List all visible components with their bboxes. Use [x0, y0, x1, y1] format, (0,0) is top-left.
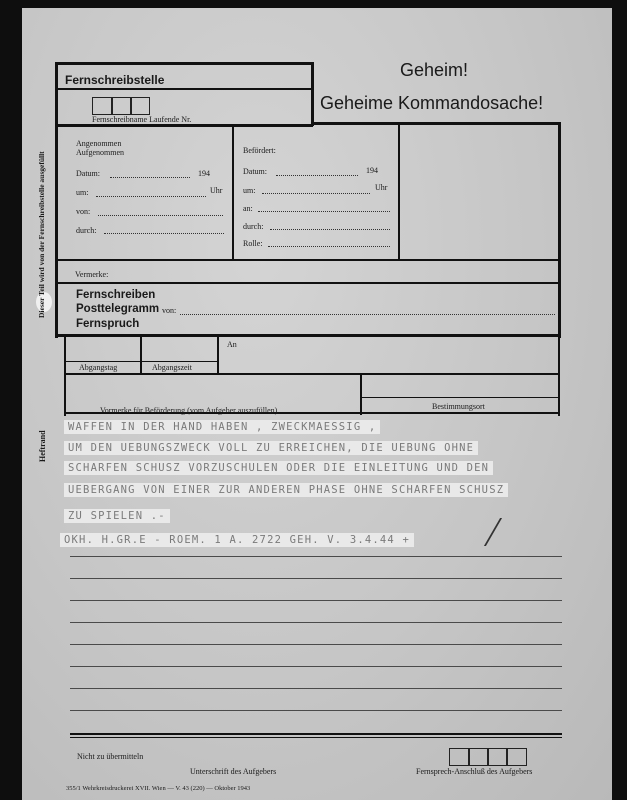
destination-label: Bestimmungsort	[432, 402, 485, 411]
tape-line-4: UEBERGANG VON EINER ZUR ANDEREN PHASE OHNE SCHARFEN SCHUSZ	[64, 483, 508, 497]
to-label: An	[227, 340, 237, 349]
departure-time-label: Abgangszeit	[152, 363, 192, 372]
notes-label: Vermerke:	[75, 270, 109, 279]
office-sub-label: Fernschreibname Laufende Nr.	[92, 115, 192, 124]
forwarded-to-label: an:	[243, 204, 253, 213]
office-number-boxes	[92, 97, 150, 115]
received-heading-2: Aufgenommen	[76, 148, 124, 157]
received-by-label: durch:	[76, 226, 97, 235]
forwarded-at-label: um:	[243, 186, 256, 195]
phone-label: Fernsprech-Anschluß des Aufgebers	[416, 767, 533, 776]
printer-imprint: 355/1 Wehrkreisdruckerei XVII. Wien — V. 43 (220) — Oktober 1943	[66, 785, 251, 792]
no-transmit-label: Nicht zu übermitteln	[77, 752, 144, 761]
tape-line-1: WAFFEN IN DER HAND HABEN , ZWECKMAESSIG ,	[64, 420, 380, 434]
type-post-telegram: Posttelegramm	[76, 303, 160, 315]
type-telex: Fernschreiben	[76, 289, 156, 301]
forwarded-by-label: durch:	[243, 222, 264, 231]
side-note: Dieser Teil wird von der Fernschreibstelle ausgefüllt	[37, 151, 46, 318]
forwarded-roll-label: Rolle:	[243, 239, 263, 248]
type-from-label: von:	[162, 306, 177, 315]
received-heading-1: Angenommen	[76, 139, 122, 148]
received-from-label: von:	[76, 207, 91, 216]
received-at-label: um:	[76, 188, 89, 197]
signature-label: Unterschrift des Aufgebers	[190, 767, 277, 776]
forwarded-date-label: Datum:	[243, 167, 267, 176]
margin-label: Heftrand	[38, 430, 47, 462]
type-phone: Fernspruch	[76, 318, 140, 330]
classification-secret: Geheim!	[400, 60, 469, 80]
tape-line-6: OKH. H.GR.E - ROEM. 1 A. 2722 GEH. V. 3.4.44 +	[60, 533, 414, 547]
office-label: Fernschreibstelle	[65, 73, 165, 87]
routing-note: Vormerke für Beförderung (vom Aufgeber auszufüllen)	[100, 406, 278, 415]
received-date-label: Datum:	[76, 169, 100, 178]
tape-line-2: UM DEN UEBUNGSZWECK VOLL ZU ERREICHEN, DIE UEBUNG OHNE	[64, 441, 478, 455]
received-year: 194	[198, 169, 210, 178]
phone-number-boxes	[449, 748, 527, 766]
received-time-unit: Uhr	[210, 186, 223, 195]
forwarded-year: 194	[366, 166, 378, 175]
tape-line-5: ZU SPIELEN .-	[64, 509, 170, 523]
departure-day-label: Abgangstag	[79, 363, 118, 372]
forwarded-heading: Befördert:	[243, 146, 276, 155]
forwarded-time-unit: Uhr	[375, 183, 388, 192]
tape-line-3: SCHARFEN SCHUSZ VORZUSCHULEN ODER DIE EINLEITUNG UND DEN	[64, 461, 493, 475]
classification-top-secret: Geheime Kommandosache!	[320, 93, 544, 113]
